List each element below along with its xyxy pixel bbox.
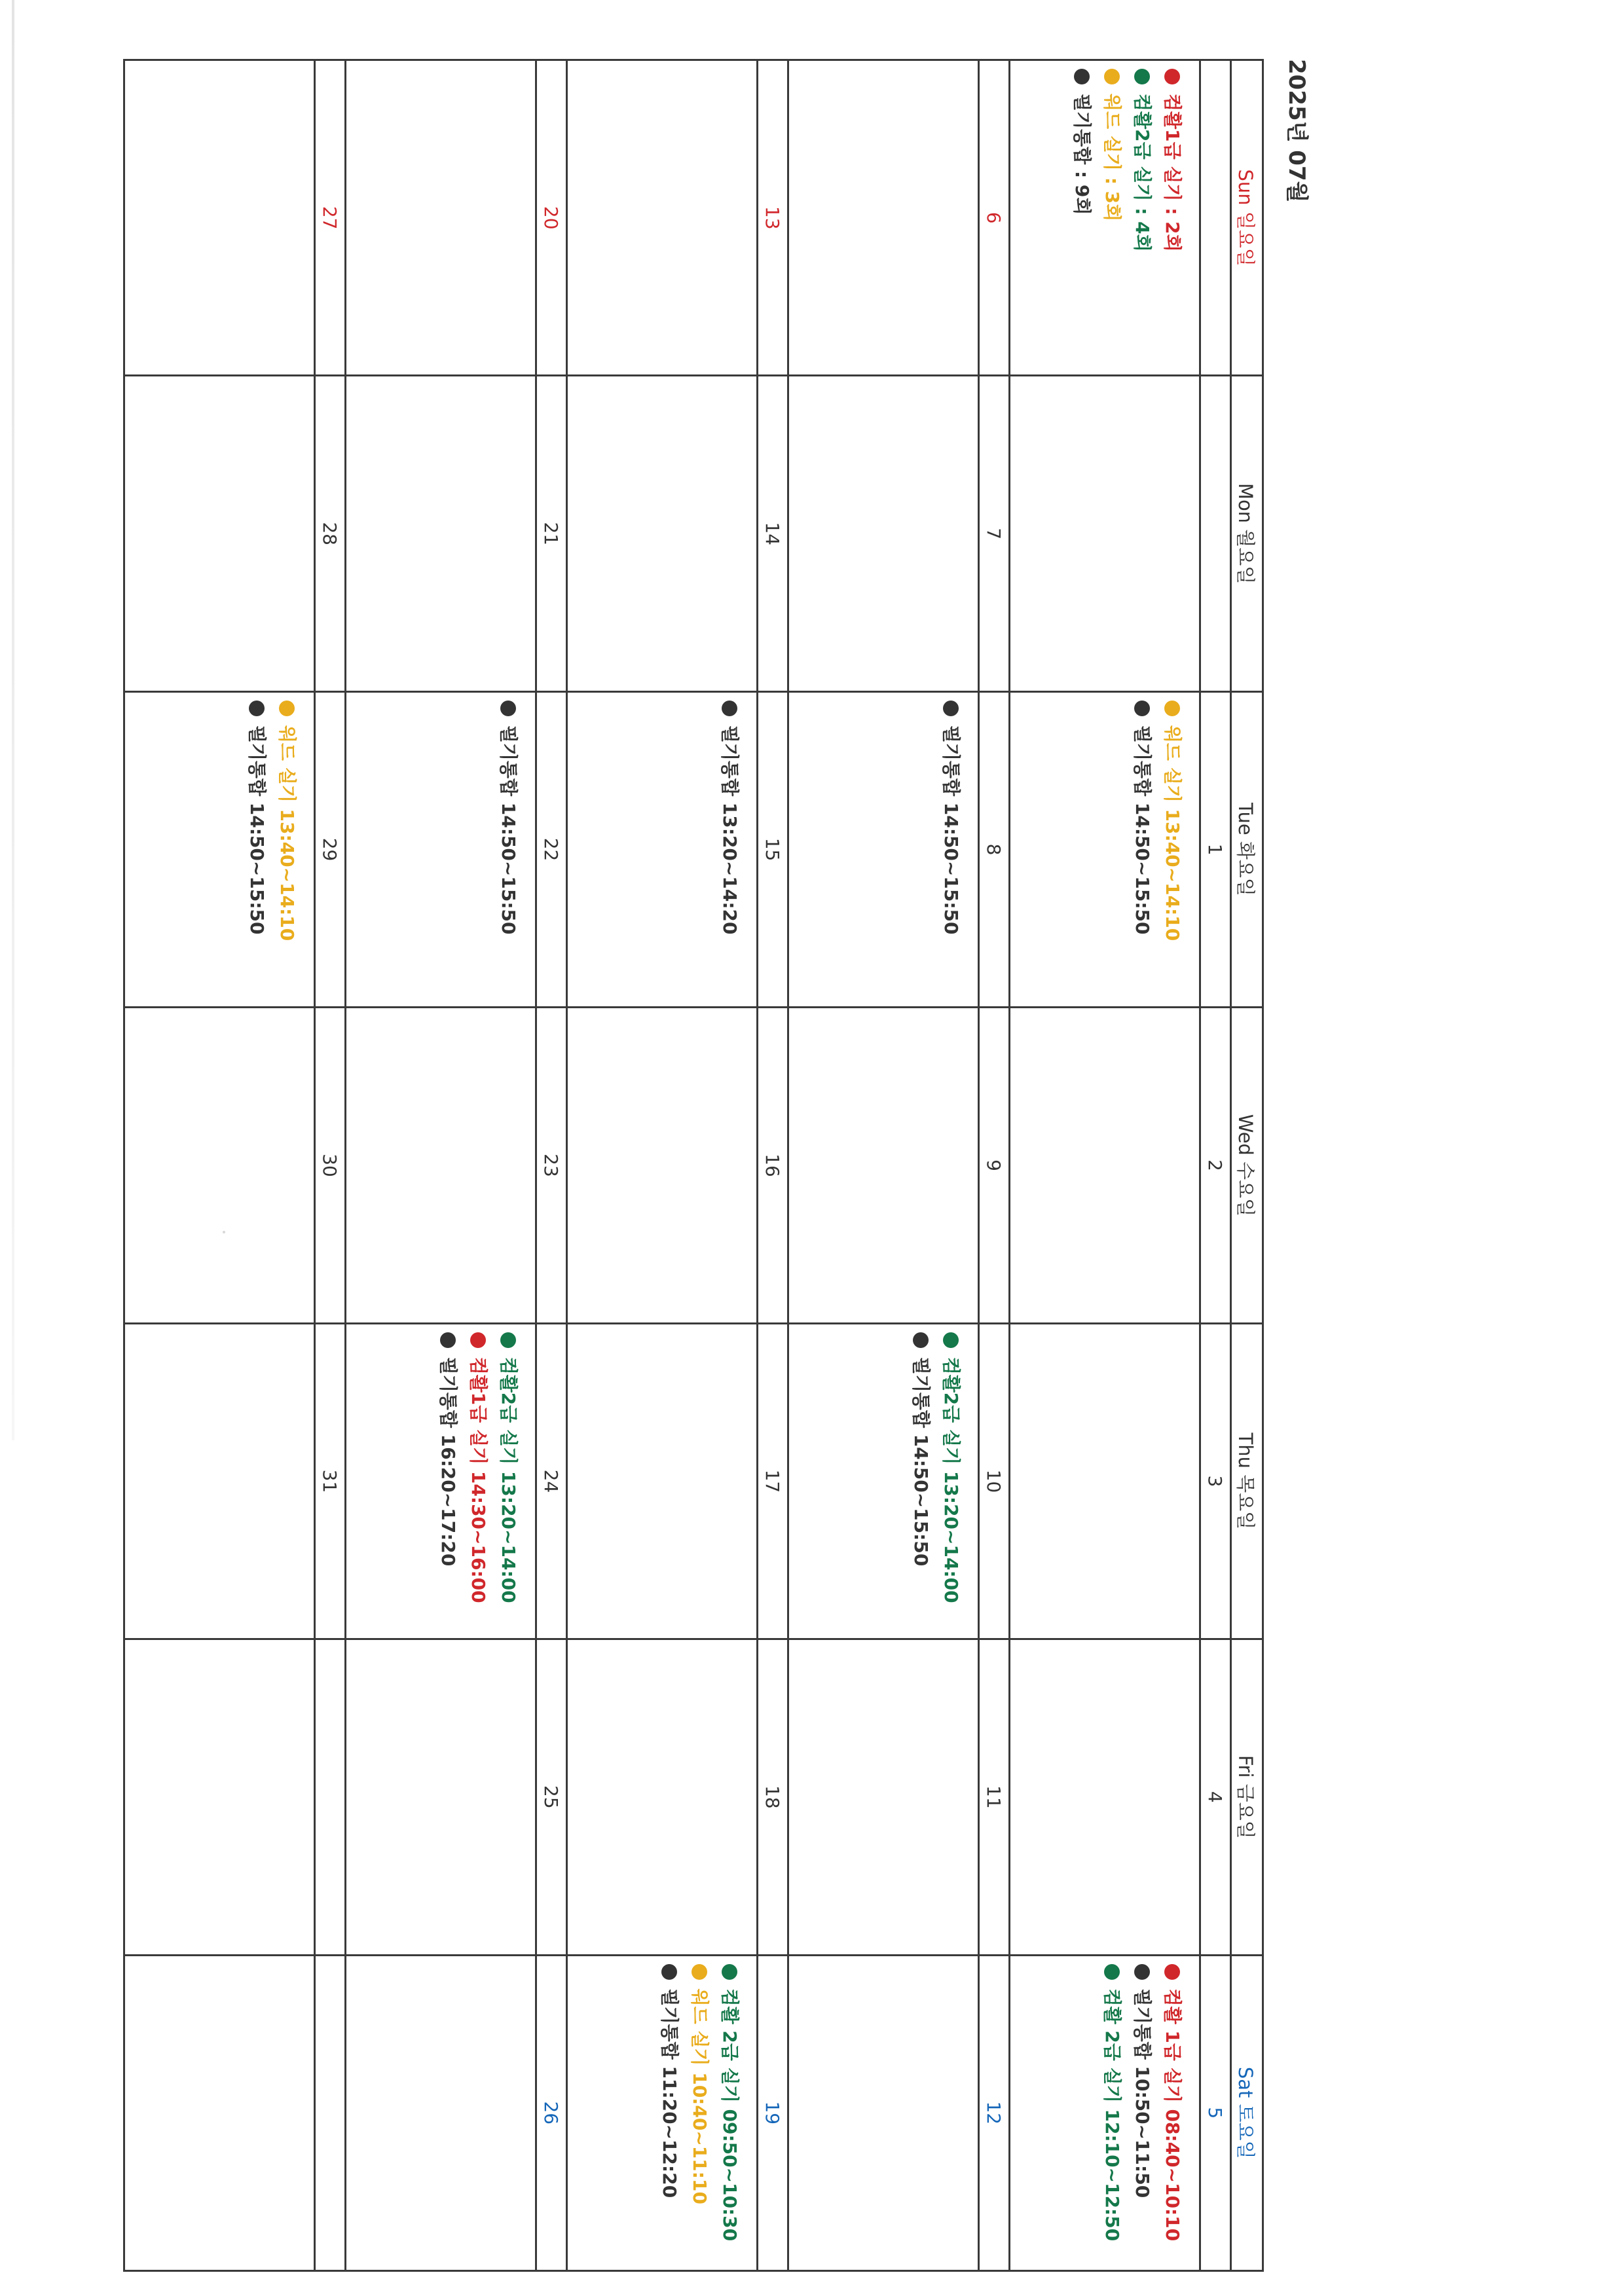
date-number-sun [1200, 60, 1231, 376]
schedule-item [493, 1332, 523, 1630]
weekday-header-row [1231, 60, 1263, 2271]
date-number-wed: 23 [536, 1008, 567, 1323]
day-cell-mon [567, 376, 758, 691]
bullet-dot-icon [1164, 701, 1180, 716]
date-number-thu: 3 [1200, 1323, 1231, 1639]
schedule-item [1067, 69, 1097, 367]
schedule-item [684, 1964, 714, 2262]
schedule-item [1127, 69, 1157, 367]
week-5-date-row [315, 60, 346, 2271]
day-cell-fri [567, 1639, 758, 1955]
day-cell-tue [346, 691, 536, 1007]
bullet-dot-icon [943, 1332, 959, 1348]
day-cell-fri [124, 1639, 315, 1955]
day-cell-wed [1010, 1008, 1200, 1323]
day-cell-tue [788, 691, 979, 1007]
schedule-item-text: 필기통합 14:50~15:50 [940, 725, 962, 935]
day-cell-thu [788, 1323, 979, 1639]
schedule-item [242, 701, 272, 998]
day-cell-mon [124, 376, 315, 691]
week-1-date-row [1200, 60, 1231, 2271]
schedule-item [1157, 1964, 1187, 2262]
schedule-item-text: 워드 실기 13:40~14:10 [276, 725, 298, 941]
date-number-mon: 14 [758, 376, 788, 691]
date-number-mon [1200, 376, 1231, 691]
schedule-item [463, 1332, 493, 1630]
schedule-item-text: 컴활 2급 실기 09:50~10:30 [719, 1988, 741, 2242]
bullet-dot-icon [500, 701, 516, 716]
day-cell-sat [346, 1955, 536, 2270]
schedule-item-text: 컴활 2급 실기 12:10~12:50 [1101, 1988, 1123, 2242]
month-title: 2025년 07월 [1283, 59, 1310, 203]
date-number-sat: 12 [979, 1955, 1010, 2270]
date-number-fri: 4 [1200, 1639, 1231, 1955]
week-4-event-row [346, 60, 536, 2271]
day-cell-thu [346, 1323, 536, 1639]
schedule-item [1127, 701, 1157, 998]
date-number-sat: 26 [536, 1955, 567, 2270]
schedule-item-text: 필기통합 10:50~11:50 [1132, 1988, 1153, 2198]
date-number-thu: 17 [758, 1323, 788, 1639]
bullet-dot-icon [722, 1964, 737, 1980]
schedule-item-text: 필기통합 16:20~17:20 [437, 1357, 459, 1567]
day-cell-tue [124, 691, 315, 1007]
day-cell-sun [124, 60, 315, 376]
schedule-item-text: 필기통합 14:50~15:50 [910, 1357, 932, 1567]
day-cell-sat [567, 1955, 758, 2270]
bullet-dot-icon [1164, 69, 1180, 84]
date-number-wed: 2 [1200, 1008, 1231, 1323]
schedule-item-text: 필기통합 14:50~15:50 [1132, 725, 1153, 935]
date-number-tue: 8 [979, 691, 1010, 1007]
bullet-dot-icon [1134, 701, 1150, 716]
bullet-dot-icon [913, 1332, 929, 1348]
day-cell-sat [1010, 1955, 1200, 2270]
bullet-dot-icon [1104, 1964, 1120, 1980]
bullet-dot-icon [1164, 1964, 1180, 1980]
bullet-dot-icon [1104, 69, 1120, 84]
day-cell-mon [1010, 376, 1200, 691]
weekday-header-mon: Mon 월요일 [1231, 376, 1263, 691]
week-2-event-row [788, 60, 979, 2271]
bullet-dot-icon [943, 701, 959, 716]
day-cell-thu [1010, 1323, 1200, 1639]
schedule-item-text: 필기통합 13:20~14:20 [719, 725, 741, 935]
bullet-dot-icon [722, 701, 737, 716]
schedule-item-text: 필기통합 14:50~15:50 [498, 725, 519, 935]
date-number-sun: 20 [536, 60, 567, 376]
day-cell-mon [788, 376, 979, 691]
schedule-item [714, 701, 745, 998]
date-number-mon: 21 [536, 376, 567, 691]
schedule-item [1097, 1964, 1127, 2262]
date-number-sun: 27 [315, 60, 346, 376]
schedule-item [1127, 1964, 1157, 2262]
date-number-fri: 25 [536, 1639, 567, 1955]
schedule-item-text: 필기통합 : 9회 [1071, 94, 1093, 215]
date-number-tue: 29 [315, 691, 346, 1007]
date-number-tue: 22 [536, 691, 567, 1007]
day-cell-wed [124, 1008, 315, 1323]
day-cell-sun [346, 60, 536, 376]
bullet-dot-icon [500, 1332, 516, 1348]
day-cell-fri [788, 1639, 979, 1955]
date-number-fri: 11 [979, 1639, 1010, 1955]
day-cell-wed [346, 1008, 536, 1323]
schedule-item [906, 1332, 936, 1630]
weekday-header-thu: Thu 목요일 [1231, 1323, 1263, 1639]
schedule-item-text: 워드 실기 : 3회 [1101, 94, 1123, 222]
date-number-thu: 10 [979, 1323, 1010, 1639]
weekday-header-sun: Sun 일요일 [1231, 60, 1263, 376]
bullet-dot-icon [279, 701, 295, 716]
schedule-item-text: 워드 실기 13:40~14:10 [1162, 725, 1183, 941]
bullet-dot-icon [470, 1332, 486, 1348]
date-number-wed: 16 [758, 1008, 788, 1323]
day-cell-thu [567, 1323, 758, 1639]
day-cell-sat [124, 1955, 315, 2270]
day-cell-sun [1010, 60, 1200, 376]
date-number-sat: 19 [758, 1955, 788, 2270]
week-3-date-row [758, 60, 788, 2271]
day-cell-mon [346, 376, 536, 691]
day-cell-tue [1010, 691, 1200, 1007]
bullet-dot-icon [1074, 69, 1090, 84]
date-number-thu: 31 [315, 1323, 346, 1639]
day-cell-fri [1010, 1639, 1200, 1955]
weekday-header-fri: Fri 금요일 [1231, 1639, 1263, 1955]
week-5-event-row [124, 60, 315, 2271]
bullet-dot-icon [692, 1964, 707, 1980]
week-3-event-row [567, 60, 758, 2271]
bullet-dot-icon [1134, 1964, 1150, 1980]
date-number-wed: 9 [979, 1008, 1010, 1323]
schedule-item [272, 701, 302, 998]
schedule-item [654, 1964, 684, 2262]
bullet-dot-icon [661, 1964, 677, 1980]
schedule-item-text: 필기통합 14:50~15:50 [246, 725, 268, 935]
day-cell-fri [346, 1639, 536, 1955]
date-number-sun: 13 [758, 60, 788, 376]
schedule-item-text: 워드 실기 10:40~11:10 [689, 1988, 710, 2204]
schedule-item [936, 1332, 966, 1630]
date-number-mon: 28 [315, 376, 346, 691]
date-number-wed: 30 [315, 1008, 346, 1323]
calendar-weeks [124, 60, 1231, 2271]
day-cell-tue [567, 691, 758, 1007]
schedule-item [936, 701, 966, 998]
schedule-item [1097, 69, 1127, 367]
day-cell-wed [788, 1008, 979, 1323]
calendar-page [246, 59, 1323, 2272]
schedule-item-text: 필기통합 11:20~12:20 [659, 1988, 680, 2198]
day-cell-thu [124, 1323, 315, 1639]
bullet-dot-icon [249, 701, 265, 716]
date-number-mon: 7 [979, 376, 1010, 691]
schedule-item-text: 컴활1급 실기 : 2회 [1162, 94, 1183, 252]
scan-edge-artifact [12, 0, 14, 1440]
week-4-date-row [536, 60, 567, 2271]
weekday-header-sat: Sat 토요일 [1231, 1955, 1263, 2270]
day-cell-sun [567, 60, 758, 376]
date-number-thu: 24 [536, 1323, 567, 1639]
date-number-sat: 5 [1200, 1955, 1231, 2270]
schedule-item-text: 컴활1급 실기 14:30~16:00 [468, 1357, 489, 1603]
bullet-dot-icon [440, 1332, 456, 1348]
schedule-item [1157, 69, 1187, 367]
bullet-dot-icon [1134, 69, 1150, 84]
schedule-item-text: 컴활 1급 실기 08:40~10:10 [1162, 1988, 1183, 2242]
weekday-header-wed: Wed 수요일 [1231, 1008, 1263, 1323]
date-number-sat [315, 1955, 346, 2270]
schedule-item-text: 컴활2급 실기 13:20~14:00 [940, 1357, 962, 1603]
date-number-fri [315, 1639, 346, 1955]
day-cell-wed [567, 1008, 758, 1323]
week-1-event-row [1010, 60, 1200, 2271]
day-cell-sat [788, 1955, 979, 2270]
month-calendar [123, 59, 1264, 2272]
date-number-sun: 6 [979, 60, 1010, 376]
date-number-tue: 1 [1200, 691, 1231, 1007]
schedule-item-text: 컴활2급 실기 : 4회 [1132, 94, 1153, 252]
date-number-tue: 15 [758, 691, 788, 1007]
day-cell-sun [788, 60, 979, 376]
date-number-fri: 18 [758, 1639, 788, 1955]
schedule-item [433, 1332, 463, 1630]
schedule-item [1157, 701, 1187, 998]
week-2-date-row [979, 60, 1010, 2271]
schedule-item-text: 컴활2급 실기 13:20~14:00 [498, 1357, 519, 1603]
schedule-item [493, 701, 523, 998]
weekday-header-tue: Tue 화요일 [1231, 691, 1263, 1007]
schedule-item [714, 1964, 745, 2262]
